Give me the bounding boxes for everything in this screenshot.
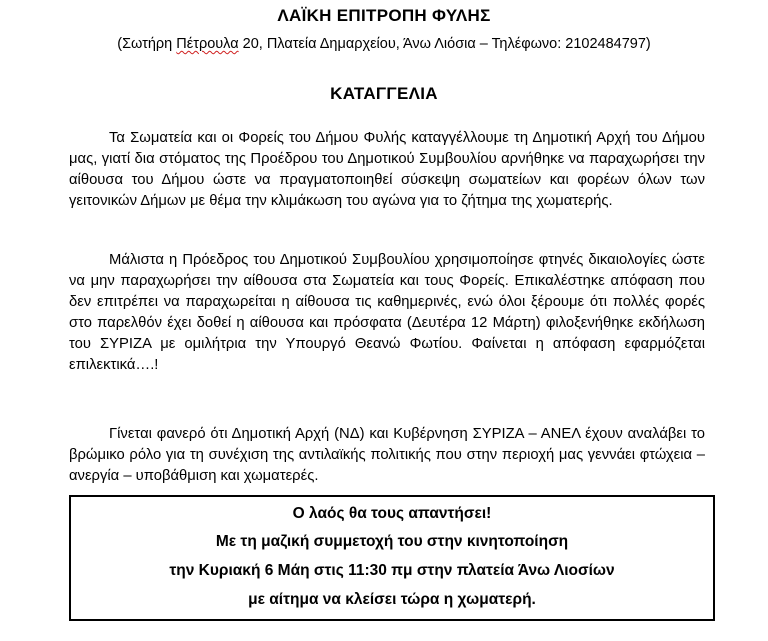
street-name-spellcheck: Πέτρουλα [176, 36, 239, 52]
paragraph-2: Μάλιστα η Πρόεδρος του Δημοτικού Συμβουλίου χρησιμοποίησε φτηνές δικαιολογίες ώστε να μην παραχωρήσει την αίθουσα στα Σωματεία και τους Φορείς. Επικαλέστηκε απόφαση που δεν επιτρέπει να παραχωρείται η αίθουσα τις καθημερινές, ενώ όλοι ξέρουμε ότι πολλές φορές στο παρελθόν έχει δοθεί η αίθουσα και πρόσφατα (Δευτέρα 12 Μάρτη) φιλοξενήθηκε εκδήλωση του ΣΥΡΙΖΑ με ομιλήτρια την Υπουργό Θεανώ Φωτίου. Φαίνεται η απόφαση εφαρμόζεται επιλεκτικά….! [69, 252, 705, 373]
callout-line-1: Ο λαός θα τους απαντήσει! [292, 505, 492, 522]
document-title: ΚΑΤΑΓΓΕΛΙΑ [330, 84, 438, 103]
address-line [0, 36, 768, 52]
address-end: 20, Πλατεία Δημαρχείου, Άνω Λιόσια – Τηλέφωνο: 2102484797) [238, 36, 651, 52]
call-to-action-box [69, 495, 715, 621]
paragraph-1: Τα Σωματεία και οι Φορείς του Δήμου Φυλής καταγγέλλουμε τη Δημοτική Αρχή του Δήμου μας, γιατί δια στόματος της Προέδρου του Δημοτικού Συμβουλίου αρνήθηκε να παραχωρήσει την αίθουσα του Δήμου ώστε να πραγματοποιηθεί σύσκεψη σωματείων και φορέων όλων των γειτονικών Δήμων με θέμα την κλιμάκωση του αγώνα για το ζήτημα της χωματερής. [69, 130, 705, 209]
address-start: (Σωτήρη [117, 36, 177, 52]
paragraph-3: Γίνεται φανερό ότι Δημοτική Αρχή (ΝΔ) και Κυβέρνηση ΣΥΡΙΖΑ – ΑΝΕΛ έχουν αναλάβει το βρώμικο ρόλο για τη συνέχιση της αντιλαϊκής πολιτικής που στην περιοχή μας γεννάει φτώχεια – ανεργία – υποβάθμιση και χωματερές. [69, 426, 705, 484]
organization-title: ΛΑΪΚΗ ΕΠΙΤΡΟΠΗ ΦΥΛΗΣ [277, 6, 491, 25]
callout-line-4: με αίτημα να κλείσει τώρα η χωματερή. [248, 591, 536, 608]
callout-line-3: την Κυριακή 6 Μάη στις 11:30 πμ στην πλατεία Άνω Λιοσίων [169, 562, 615, 579]
callout-line-2: Με τη μαζική συμμετοχή του στην κινητοποίηση [215, 533, 569, 550]
